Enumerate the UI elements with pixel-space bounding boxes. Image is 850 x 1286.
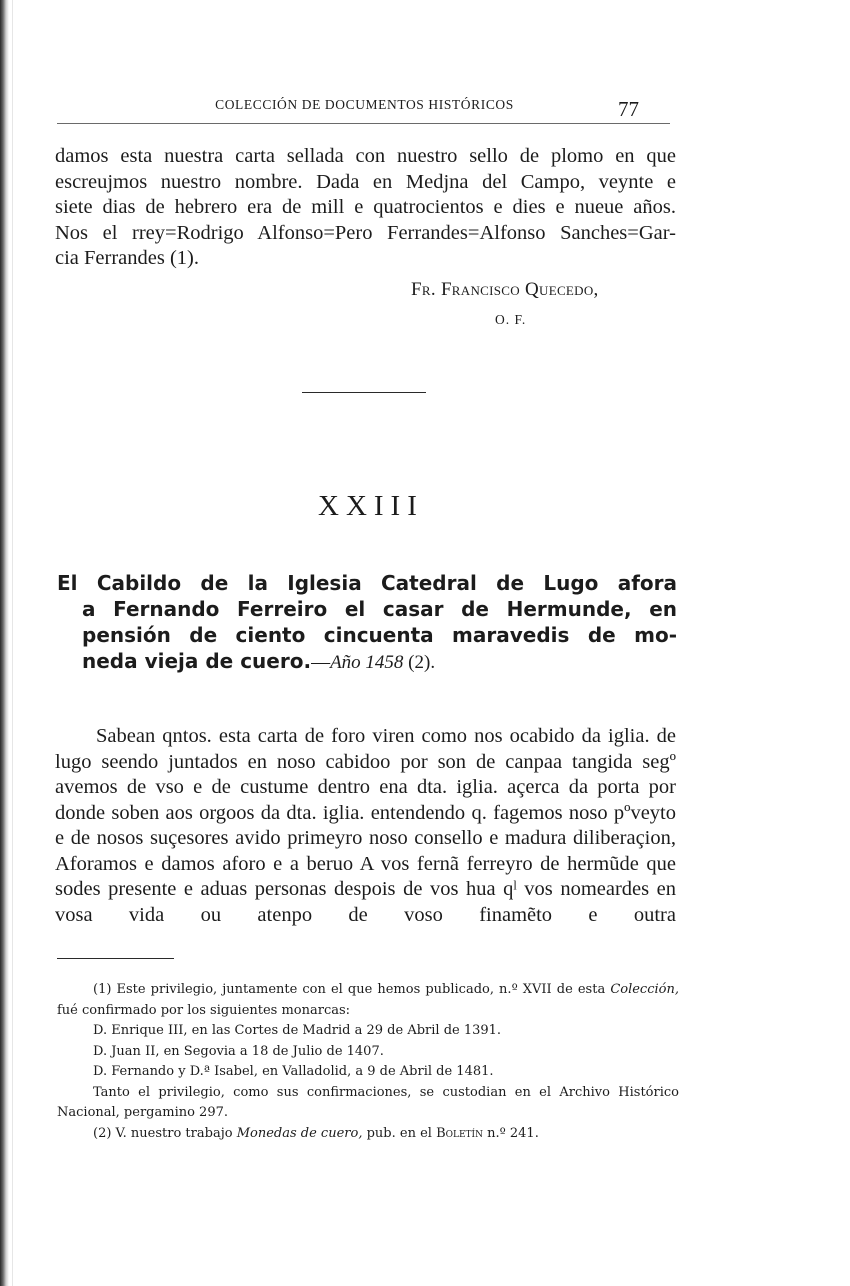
- signature-order: O. F.: [495, 312, 527, 327]
- footnote-2-mid: pub. en el: [366, 1125, 432, 1141]
- text-line: escreujmos nuestro nombre. Dada en Medjna del Campo, veynte e: [55, 170, 676, 193]
- date-note-ref: (2).: [403, 652, 436, 673]
- page-spine: [0, 0, 9, 1286]
- footnote-2-tail: n.º 241.: [487, 1125, 539, 1141]
- footnote-rule: [57, 958, 174, 959]
- footnote-2-italic: Monedas de cuero,: [236, 1125, 363, 1141]
- document-title: [57, 570, 677, 676]
- footnote-2-lead: (2) V. nuestro trabajo: [93, 1125, 233, 1141]
- text-line: damos esta nuestra carta sellada con nuestro sello de plomo en que: [55, 145, 676, 167]
- title-line: pensión de ciento cincuenta maravedis de mo-: [82, 623, 677, 647]
- footnote-1-entry: D. Juan II, en Segovia a 18 de Julio de 1407.: [93, 1043, 384, 1059]
- section-divider: [302, 392, 426, 393]
- footnote-1-entry: D. Fernando y D.ª Isabel, en Valladolid, a 9 de Abril de 1481.: [93, 1064, 494, 1079]
- date-separator: —: [311, 652, 331, 673]
- footnote-1-italic: Colección,: [610, 982, 679, 997]
- title-line: [57, 648, 677, 676]
- opening-paragraph: [55, 144, 676, 272]
- page-number: 77: [618, 97, 639, 121]
- footnotes: [57, 980, 679, 1144]
- running-header: COLECCIÓN DE DOCUMENTOS HISTÓRICOS: [215, 97, 514, 112]
- footnote-1-archive: Tanto el privilegio, como sus confirmaciones, se custodian en el Archivo Histórico Nacional, pergamino 297.: [57, 1084, 679, 1120]
- footnote-2: [57, 1124, 679, 1145]
- charter-paragraph: [55, 724, 676, 928]
- text-line: Nos el rrey=Rodrigo Alfonso=Pero Ferrandes=Alfonso Sanches=Gar-: [55, 221, 676, 244]
- text-line: siete dias de hebrero era de mill e quatrocientos e dies e nueue años.: [55, 196, 676, 218]
- date-year: Año 1458: [330, 652, 404, 673]
- footnote-1-entry: D. Enrique III, en las Cortes de Madrid a 29 de Abril de 1391.: [93, 1023, 502, 1038]
- title-date: [311, 652, 435, 673]
- footnote-1-tail: fué confirmado por los siguientes monarcas:: [57, 1002, 351, 1018]
- title-line: a Fernando Ferreiro el casar de Hermunde, en: [82, 597, 677, 621]
- text-line: cia Ferrandes (1).: [55, 247, 200, 269]
- header-rule: [57, 123, 670, 124]
- page-edge: [12, 0, 13, 1286]
- footnote-1: [57, 980, 679, 1021]
- footnote-2-boletin: Boletín: [436, 1125, 483, 1141]
- signature-name: Fr. Francisco Quecedo,: [411, 279, 599, 300]
- footnote-1-text: (1) Este privilegio, juntamente con el que hemos publicado, n.º XVII de esta: [93, 982, 606, 997]
- title-line: El Cabildo de la Iglesia Catedral de Lugo afora: [57, 571, 677, 595]
- title-last-text: neda vieja de cuero.: [82, 649, 312, 673]
- document-number: XXIII: [318, 490, 424, 522]
- charter-text: Sabean qntos. esta carta de foro viren como nos ocabido da iglia. de lugo seendo juntados en noso cabidoo por son de canpaa tangida segº avemos de vso e de custume dentro ena dta. iglia. açerca da porta por donde soben aos orgoos da dta. iglia. entendendo q. fagemos noso pºveyto e de nosos suçesores avido primeyro noso consello e madura diliberaçion, Aforamos e damos aforo e a beruo A vos fernã ferreyro de hermũde que sodes presente e aduas personas despois de vos hua qˡ vos nomeardes en vosa vida ou atenpo de voso finamẽto e outra: [55, 725, 676, 926]
